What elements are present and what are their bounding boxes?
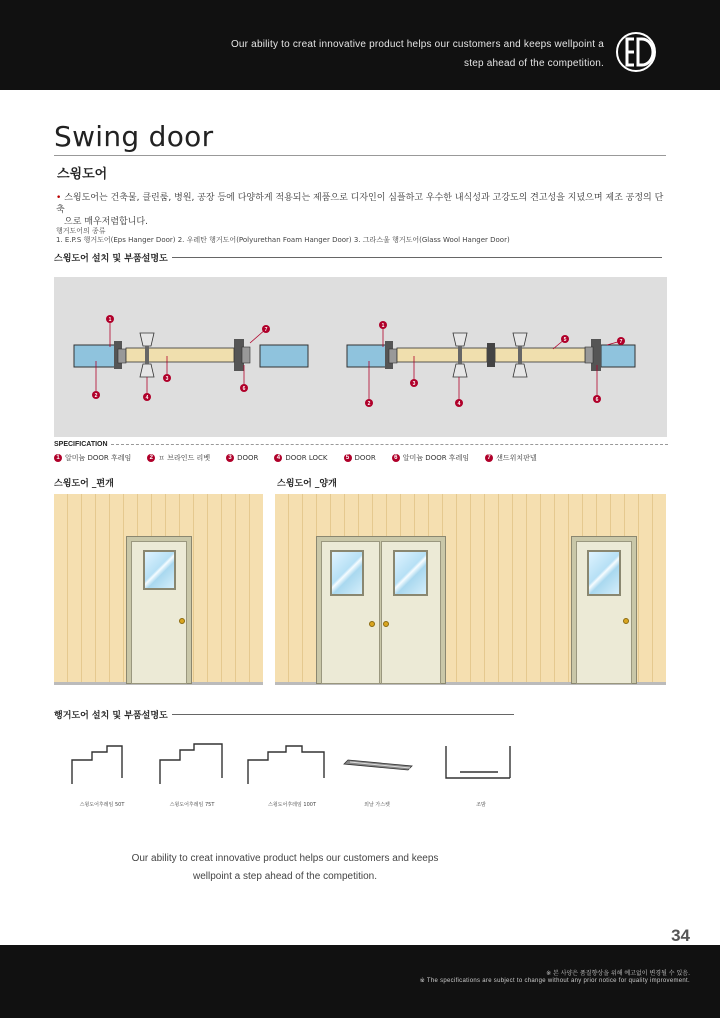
description-line2: 으로 매우저렴합니다. <box>64 217 148 227</box>
page-number-left: 34 <box>671 926 690 945</box>
spec-number: 6 <box>392 454 400 462</box>
profile-tee <box>446 746 510 778</box>
profile-label: 스윙도어후레임 100T <box>268 802 316 808</box>
specification-rule <box>111 444 668 445</box>
specification-list <box>54 453 553 463</box>
hanger-section-rule <box>172 714 514 715</box>
spec-label: 샌드위치판넬 <box>496 454 537 462</box>
header-tagline-line1: Our ability to creat innovative product helps our customers and keeps wellpoint a <box>230 39 604 50</box>
profile-label: 스윙도어후레임 75T <box>169 802 215 808</box>
profile-label: 외날 가스켓 <box>364 802 390 808</box>
description <box>56 192 668 228</box>
gasket-profile <box>344 760 412 770</box>
double-door-left-window <box>330 550 364 596</box>
hanger-section-heading <box>54 708 514 721</box>
header-tagline-line2: step ahead of the competition. <box>464 58 604 69</box>
spec-label: DOOR LOCK <box>285 454 328 462</box>
door-types-list: 1. E.P.S 행거도어(Eps Hanger Door) 2. 우레탄 행거도어(Polyurethan Foam Hanger Door) 3. 그라스울 행거도어(Glass Wool Hanger Door) <box>56 236 510 244</box>
door-knob <box>369 621 375 627</box>
door-knob <box>383 621 389 627</box>
spec-item <box>274 453 327 463</box>
spec-item <box>226 453 258 463</box>
profile-50t <box>72 746 122 784</box>
callout-7: 7 <box>264 327 268 333</box>
page-title: Swing door <box>54 120 214 153</box>
footer-tagline-line2: wellpoint a step ahead of the competition. <box>192 871 377 882</box>
spec-label: ㅍ 브라인드 리벳 <box>158 454 211 462</box>
side-door-window <box>587 550 621 596</box>
spec-item <box>344 453 376 463</box>
footer-note-korean: ※ 본 사양은 품질향상을 위해 예고없이 변경될 수 있음. <box>546 970 690 977</box>
profile-label: 스윙도어후레임 50T <box>79 802 125 808</box>
hanger-section-title: 행거도어 설치 및 부품설명도 <box>54 711 168 721</box>
footer-tagline-line1: Our ability to creat innovative product helps our customers and keeps <box>131 853 439 864</box>
spec-number: 2 <box>147 454 155 462</box>
single-door-window <box>143 550 176 590</box>
callout-4: 4 <box>145 395 149 401</box>
spec-item <box>485 453 537 463</box>
callout-3: 3 <box>165 376 169 382</box>
callout-4: 4 <box>457 401 461 407</box>
description-bullet: • <box>56 193 62 203</box>
install-section-rule <box>172 257 662 258</box>
door-types-heading: 행거도어의 종류 <box>56 227 106 235</box>
callout-1: 1 <box>381 323 385 329</box>
page-subtitle: 스윙도어 <box>57 167 108 182</box>
spec-item <box>392 453 469 463</box>
callout-2: 2 <box>94 393 98 399</box>
specification-heading <box>54 441 668 448</box>
double-door-heading <box>277 476 337 489</box>
profile-75t <box>160 744 222 784</box>
footer-bar <box>0 945 720 1018</box>
spec-number: 1 <box>54 454 62 462</box>
callout-6: 6 <box>242 386 246 392</box>
callout-2: 2 <box>367 401 371 407</box>
spec-label: DOOR <box>237 454 259 462</box>
callout-5: 5 <box>563 337 567 343</box>
single-door-heading <box>54 476 114 489</box>
specification-title: SPECIFICATION <box>54 441 108 448</box>
callout-6: 6 <box>595 397 599 403</box>
callout-7: 7 <box>619 339 623 345</box>
callout-3: 3 <box>412 381 416 387</box>
spec-number: 5 <box>344 454 352 462</box>
footer-note-english: ※ The specifications are subject to change without any prior notice for quality improvement. <box>419 978 690 984</box>
door-knob <box>623 618 629 624</box>
double-door-title: 스윙도어 _양개 <box>277 479 337 489</box>
header-bar <box>0 0 720 90</box>
install-section-heading <box>54 251 662 264</box>
spec-label: 알미늄 DOOR 후레임 <box>402 454 470 462</box>
single-door-title: 스윙도어 _편개 <box>54 479 114 489</box>
callout-1: 1 <box>108 317 112 323</box>
spec-number: 3 <box>226 454 234 462</box>
spec-item <box>54 453 131 463</box>
spec-item <box>147 453 210 463</box>
profile-label: 조밤 <box>476 802 486 808</box>
profile-100t <box>248 746 324 784</box>
title-divider <box>54 155 666 156</box>
spec-number: 4 <box>274 454 282 462</box>
ed-logo-icon <box>615 31 657 73</box>
description-line1: 스윙도어는 건축물, 클린룸, 병원, 공장 등에 다양하게 적용되는 제품으로 디자인이 심플하고 우수한 내식성과 고강도의 견고성을 지녔으며 제조 공정의 단축 <box>56 193 664 215</box>
frame-profiles <box>62 732 528 802</box>
door-knob <box>179 618 185 624</box>
spec-number: 7 <box>485 454 493 462</box>
spec-label: 알미늄 DOOR 후레임 <box>65 454 132 462</box>
install-section-title: 스윙도어 설치 및 부품설명도 <box>54 254 168 264</box>
double-door-right-window <box>393 550 428 596</box>
spec-label: DOOR <box>354 454 376 462</box>
diagram-double-door <box>323 277 667 437</box>
